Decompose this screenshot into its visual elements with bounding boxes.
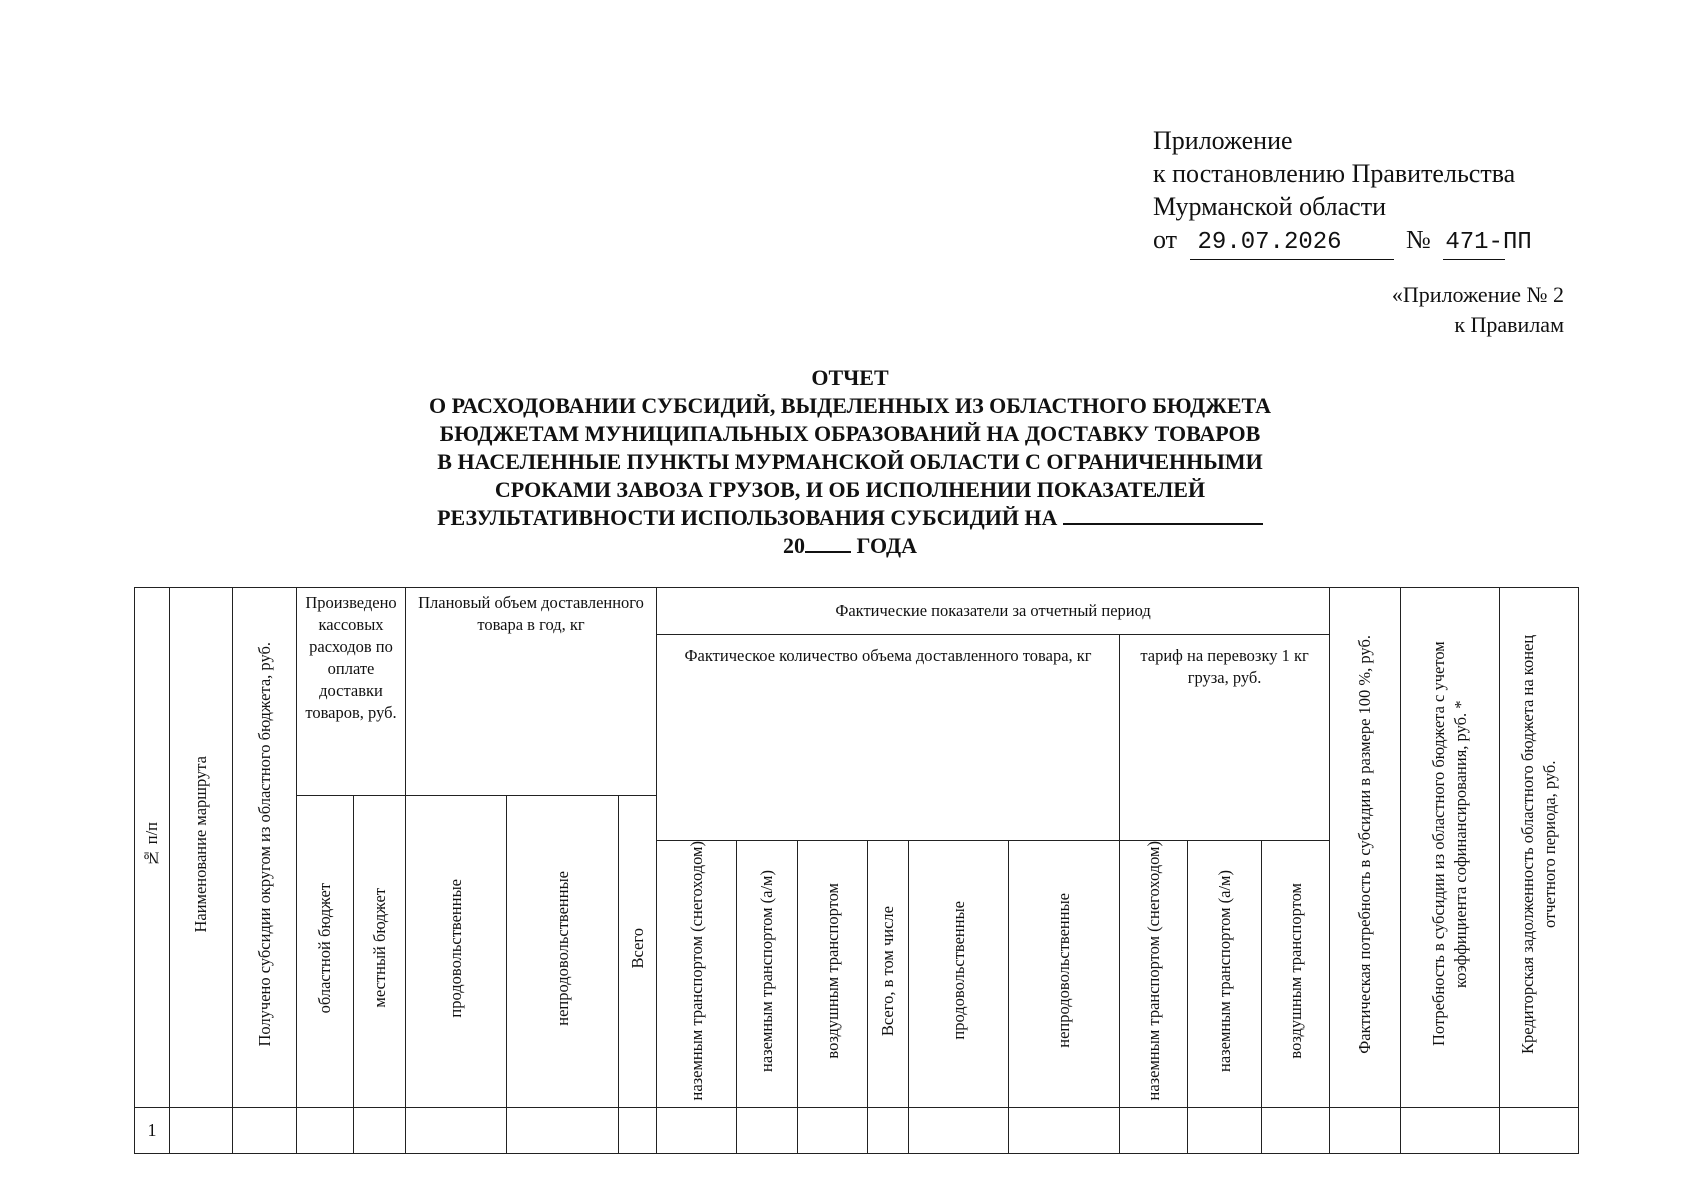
row-number: 1 xyxy=(135,1107,170,1153)
sub-appendix-line-2: к Правилам xyxy=(1454,312,1564,337)
number-prefix: № xyxy=(1406,225,1431,254)
report-table xyxy=(134,587,1579,1154)
header-q-total: Всего, в том числе xyxy=(868,841,909,1108)
cell-need-100 xyxy=(1330,1107,1401,1153)
cell-t-air xyxy=(1262,1107,1330,1153)
sub-appendix-line-1: «Приложение № 2 xyxy=(1391,282,1564,307)
cell-planned-food xyxy=(406,1107,507,1153)
appendix-date-line xyxy=(1153,223,1532,260)
title-line-7 xyxy=(340,532,1360,560)
appendix-line-2: к постановлению Правительства xyxy=(1153,159,1516,188)
header-num: № п/п xyxy=(135,588,170,1108)
cell-q-air xyxy=(798,1107,868,1153)
title-line-2: О РАСХОДОВАНИИ СУБСИДИЙ, ВЫДЕЛЕННЫХ ИЗ ОБЛАСТНОГО БЮДЖЕТА xyxy=(428,393,1272,418)
cell-q-total xyxy=(868,1107,909,1153)
header-t-auto: наземным транспортом (а/м) xyxy=(1188,841,1262,1108)
cell-local-budget xyxy=(354,1107,406,1153)
year-suffix: ГОДА xyxy=(856,533,917,558)
cell-planned-total xyxy=(619,1107,657,1153)
title-line-1: ОТЧЕТ xyxy=(811,365,889,390)
date-prefix: от xyxy=(1153,225,1178,254)
header-tariff-subgroup: тариф на перевозку 1 кг груза, руб. xyxy=(1120,635,1330,841)
cell-t-auto xyxy=(1188,1107,1262,1153)
header-planned-total: Всего xyxy=(619,796,657,1108)
header-q-food: продовольственные xyxy=(909,841,1009,1108)
cell-q-food xyxy=(909,1107,1009,1153)
cell-received xyxy=(233,1107,297,1153)
title-line-6: РЕЗУЛЬТАТИВНОСТИ ИСПОЛЬЗОВАНИЯ СУБСИДИЙ НА xyxy=(437,505,1058,530)
header-t-snow: наземным транспортом (снегоходом) xyxy=(1120,841,1188,1108)
cell-t-snow xyxy=(1120,1107,1188,1153)
cell-route xyxy=(170,1107,233,1153)
header-q-air: воздушным транспортом xyxy=(798,841,868,1108)
header-q-auto: наземным транспортом (а/м) xyxy=(737,841,798,1108)
header-route: Наименование маршрута xyxy=(170,588,233,1108)
header-local-budget: местный бюджет xyxy=(354,796,406,1108)
header-q-snow: наземным транспортом (снегоходом) xyxy=(657,841,737,1108)
cell-q-auto xyxy=(737,1107,798,1153)
cell-need-cofin xyxy=(1401,1107,1500,1153)
appendix-line-3: Мурманской области xyxy=(1153,192,1386,221)
header-quantity-subgroup: Фактическое количество объема доставленного товара, кг xyxy=(657,635,1120,841)
decree-date: 29.07.2026 xyxy=(1190,226,1394,260)
cell-regional-budget xyxy=(297,1107,354,1153)
sub-appendix-block xyxy=(1392,280,1564,340)
table-row xyxy=(135,1107,1579,1153)
title-line-6-wrap xyxy=(340,504,1360,532)
header-planned-nonfood: непродовольственные xyxy=(507,796,619,1108)
cell-debt xyxy=(1500,1107,1579,1153)
cell-q-nonfood xyxy=(1009,1107,1120,1153)
header-debt: Кредиторская задолженность областного бюджета на конец отчетного периода, руб. xyxy=(1500,588,1579,1108)
appendix-block xyxy=(1153,124,1532,260)
cell-q-snow xyxy=(657,1107,737,1153)
year-prefix: 20 xyxy=(783,533,805,558)
header-row-1 xyxy=(135,588,1579,635)
header-actual-group: Фактические показатели за отчетный период xyxy=(657,588,1330,635)
cell-planned-nonfood xyxy=(507,1107,619,1153)
appendix-line-1: Приложение xyxy=(1153,126,1293,155)
report-title xyxy=(340,364,1360,560)
header-t-air: воздушным транспортом xyxy=(1262,841,1330,1108)
decree-number: 471-ПП xyxy=(1443,226,1505,260)
title-line-5: СРОКАМИ ЗАВОЗА ГРУЗОВ, И ОБ ИСПОЛНЕНИИ ПОКАЗАТЕЛЕЙ xyxy=(494,477,1206,502)
header-cash-group: Произведено кассовых расходов по оплате доставки товаров, руб. xyxy=(297,588,406,796)
header-planned-group: Плановый объем доставленного товара в год, кг xyxy=(406,588,657,796)
header-need-100: Фактическая потребность в субсидии в размере 100 %, руб. xyxy=(1330,588,1401,1108)
header-regional-budget: областной бюджет xyxy=(297,796,354,1108)
period-blank xyxy=(1063,523,1263,525)
title-line-4: В НАСЕЛЕННЫЕ ПУНКТЫ МУРМАНСКОЙ ОБЛАСТИ С ОГРАНИЧЕННЫМИ xyxy=(437,449,1263,474)
header-received: Получено субсидии округом из областного бюджета, руб. xyxy=(233,588,297,1108)
header-q-nonfood: непродовольственные xyxy=(1009,841,1120,1108)
title-line-3: БЮДЖЕТАМ МУНИЦИПАЛЬНЫХ ОБРАЗОВАНИЙ НА ДОСТАВКУ ТОВАРОВ xyxy=(439,421,1261,446)
year-blank xyxy=(805,551,851,553)
header-planned-food: продовольственные xyxy=(406,796,507,1108)
header-need-cofin: Потребность в субсидии из областного бюджета с учетом коэффициента софинансирования, руб. * xyxy=(1401,588,1500,1108)
